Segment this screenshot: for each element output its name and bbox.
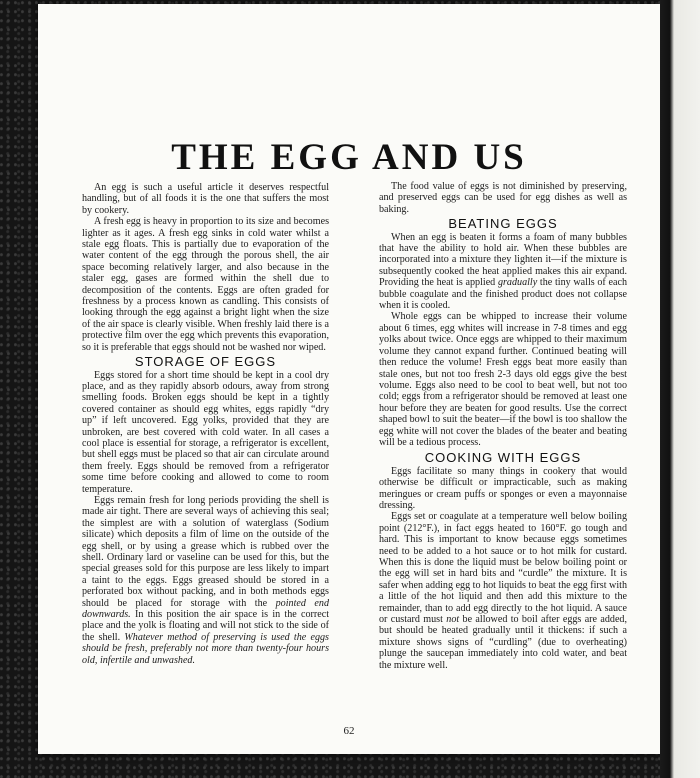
intro-paragraph: An egg is such a useful article it deserves respectful handling, but of all foods it is the one that suffers the most by cookery. <box>82 182 329 216</box>
cookery-paragraph: Eggs facilitate so many things in cookery that would otherwise be difficult or impracticable, such as making meringues or cream puffs or sponges or even a mayonnaise dressing. <box>379 465 627 511</box>
storage-heading: STORAGE OF EGGS <box>134 354 277 370</box>
left-column <box>82 182 329 666</box>
preserving-emphasis-1: pointed end downwards. <box>82 597 329 621</box>
right-column <box>379 181 627 671</box>
preserving-paragraph <box>82 495 329 666</box>
coagulation-text-b: be allowed to boil after eggs are added, but should be heated gradually until it thickens: if such a mixture shows signs of “curdling” (due to overheating) plunge the saucepan immediately into cold water, and beat the mixture well. <box>379 614 627 671</box>
food-value-paragraph: The food value of eggs is not diminished by preserving, and preserved eggs can be used for egg dishes as well as baking. <box>379 181 627 215</box>
storage-paragraph: Eggs stored for a short time should be kept in a cool dry place, and as they rapidly absorb odours, away from strong smelling foods. Broken eggs should be kept in a tightly covered container as should egg whites, eggs rapidly “dry up” if left uncovered. Egg yolks, provided that they are unbroken, are best covered with cold water. In all cases a cool place is essential for storage, a refrigerator is excellent, but shell eggs must be placed so that air can circulate around them freely. Eggs should be removed from a refrigerator some time before cooking and allowed to come to room temperature. <box>82 369 329 495</box>
foam-text-a: When an egg is beaten it forms a foam of many bubbles that have the ability to hold air. When these bubbles are incorporated into a mixture they lighten it—if the mixture is subsequently cooked the heat applied makes this air expand. Providing the heat is applied <box>379 231 627 289</box>
coagulation-paragraph <box>379 511 627 671</box>
foam-text-b: the tiny walls of each bubble coagulate and the finished product does not collapse when it is cooled. <box>379 277 627 312</box>
cooking-heading: COOKING WITH EGGS <box>424 450 582 466</box>
article-title: THE EGG AND US <box>171 137 527 178</box>
preserving-text-a: Eggs remain fresh for long periods providing the shell is made air tight. There are several ways of achieving this seal; the simplest are with a solution of waterglass (Sodium silicate) which deposits a film of lime on the outside of the egg shell, or by using a grease which is rubbed over the shell. Ordinary lard or vaseline can be used for this, but the special greases sold for this purpose are less likely to impart a taint to the eggs. Eggs greased should be stored in a perforated box without packing, and in both methods eggs should be placed for storage with the <box>82 494 329 609</box>
page-number: 62 <box>343 725 355 737</box>
preserving-emphasis-2: Whatever method of preserving is used the eggs should be fresh, preferably not more than twenty-four hours old, infertile and unwashed. <box>82 631 329 666</box>
foam-paragraph <box>379 232 627 312</box>
next-page-edge <box>660 0 700 778</box>
coagulation-text-a: Eggs set or coagulate at a temperature well below boiling point (212°F.), in fact eggs heated to 160°F. go tough and hard. This is important to know because eggs sometimes need to be added to a hot sauce or to hot milk for custard. When this is done the liquid must be below boiling point or the egg will set in hard bits and “curdle” the mixture. It is safer when adding egg to hot liquids to beat the egg first with a little of the hot liquid and then add this mixture to the remainder, than to add egg directly to the hot liquid. A sauce or custard must <box>379 511 627 626</box>
preserving-text-b: In this position the air space is in the correct place and the yolk is floating and will not stick to the side of the shell. <box>82 609 329 643</box>
foam-emphasis: gradually <box>497 277 538 289</box>
coagulation-emphasis: not <box>446 614 460 626</box>
beating-heading: BEATING EGGS <box>448 216 558 232</box>
whipping-paragraph: Whole eggs can be whipped to increase their volume about 6 times, egg whites will increase in 7-8 times and egg yolks about twice. Once eggs are whipped to their maximum volume they cannot expand further. Continued beating will then reduce the volume! Fresh eggs beat more easily than stale ones, but not too fresh 2-3 days old eggs give the best volume. Eggs also need to be cool to beat well, but not too cold; eggs from a refrigerator should be removed at least one hour before they are beaten for good results. Use the correct shaped bowl to suit the beater—if the bowl is too shallow the egg white will not cover the blades of the beater and beating will be a tedious process. <box>379 311 627 448</box>
freshness-paragraph: A fresh egg is heavy in proportion to its size and becomes lighter as it ages. A fresh egg sinks in cold water whilst a stale egg floats. This is partially due to evaporation of the water content of the egg through the porous shell, the air space becoming relatively larger, and also because in the staler egg, gases are formed within the shell due to decomposition of the contents. Eggs are often graded for freshness by a process known as candling. This consists of looking through the egg against a bright light when the size of the air space is clearly visible. When freshly laid there is a protective film over the egg which prevents this evaporation, so it is preferable that eggs should not be washed nor wiped. <box>82 216 329 353</box>
